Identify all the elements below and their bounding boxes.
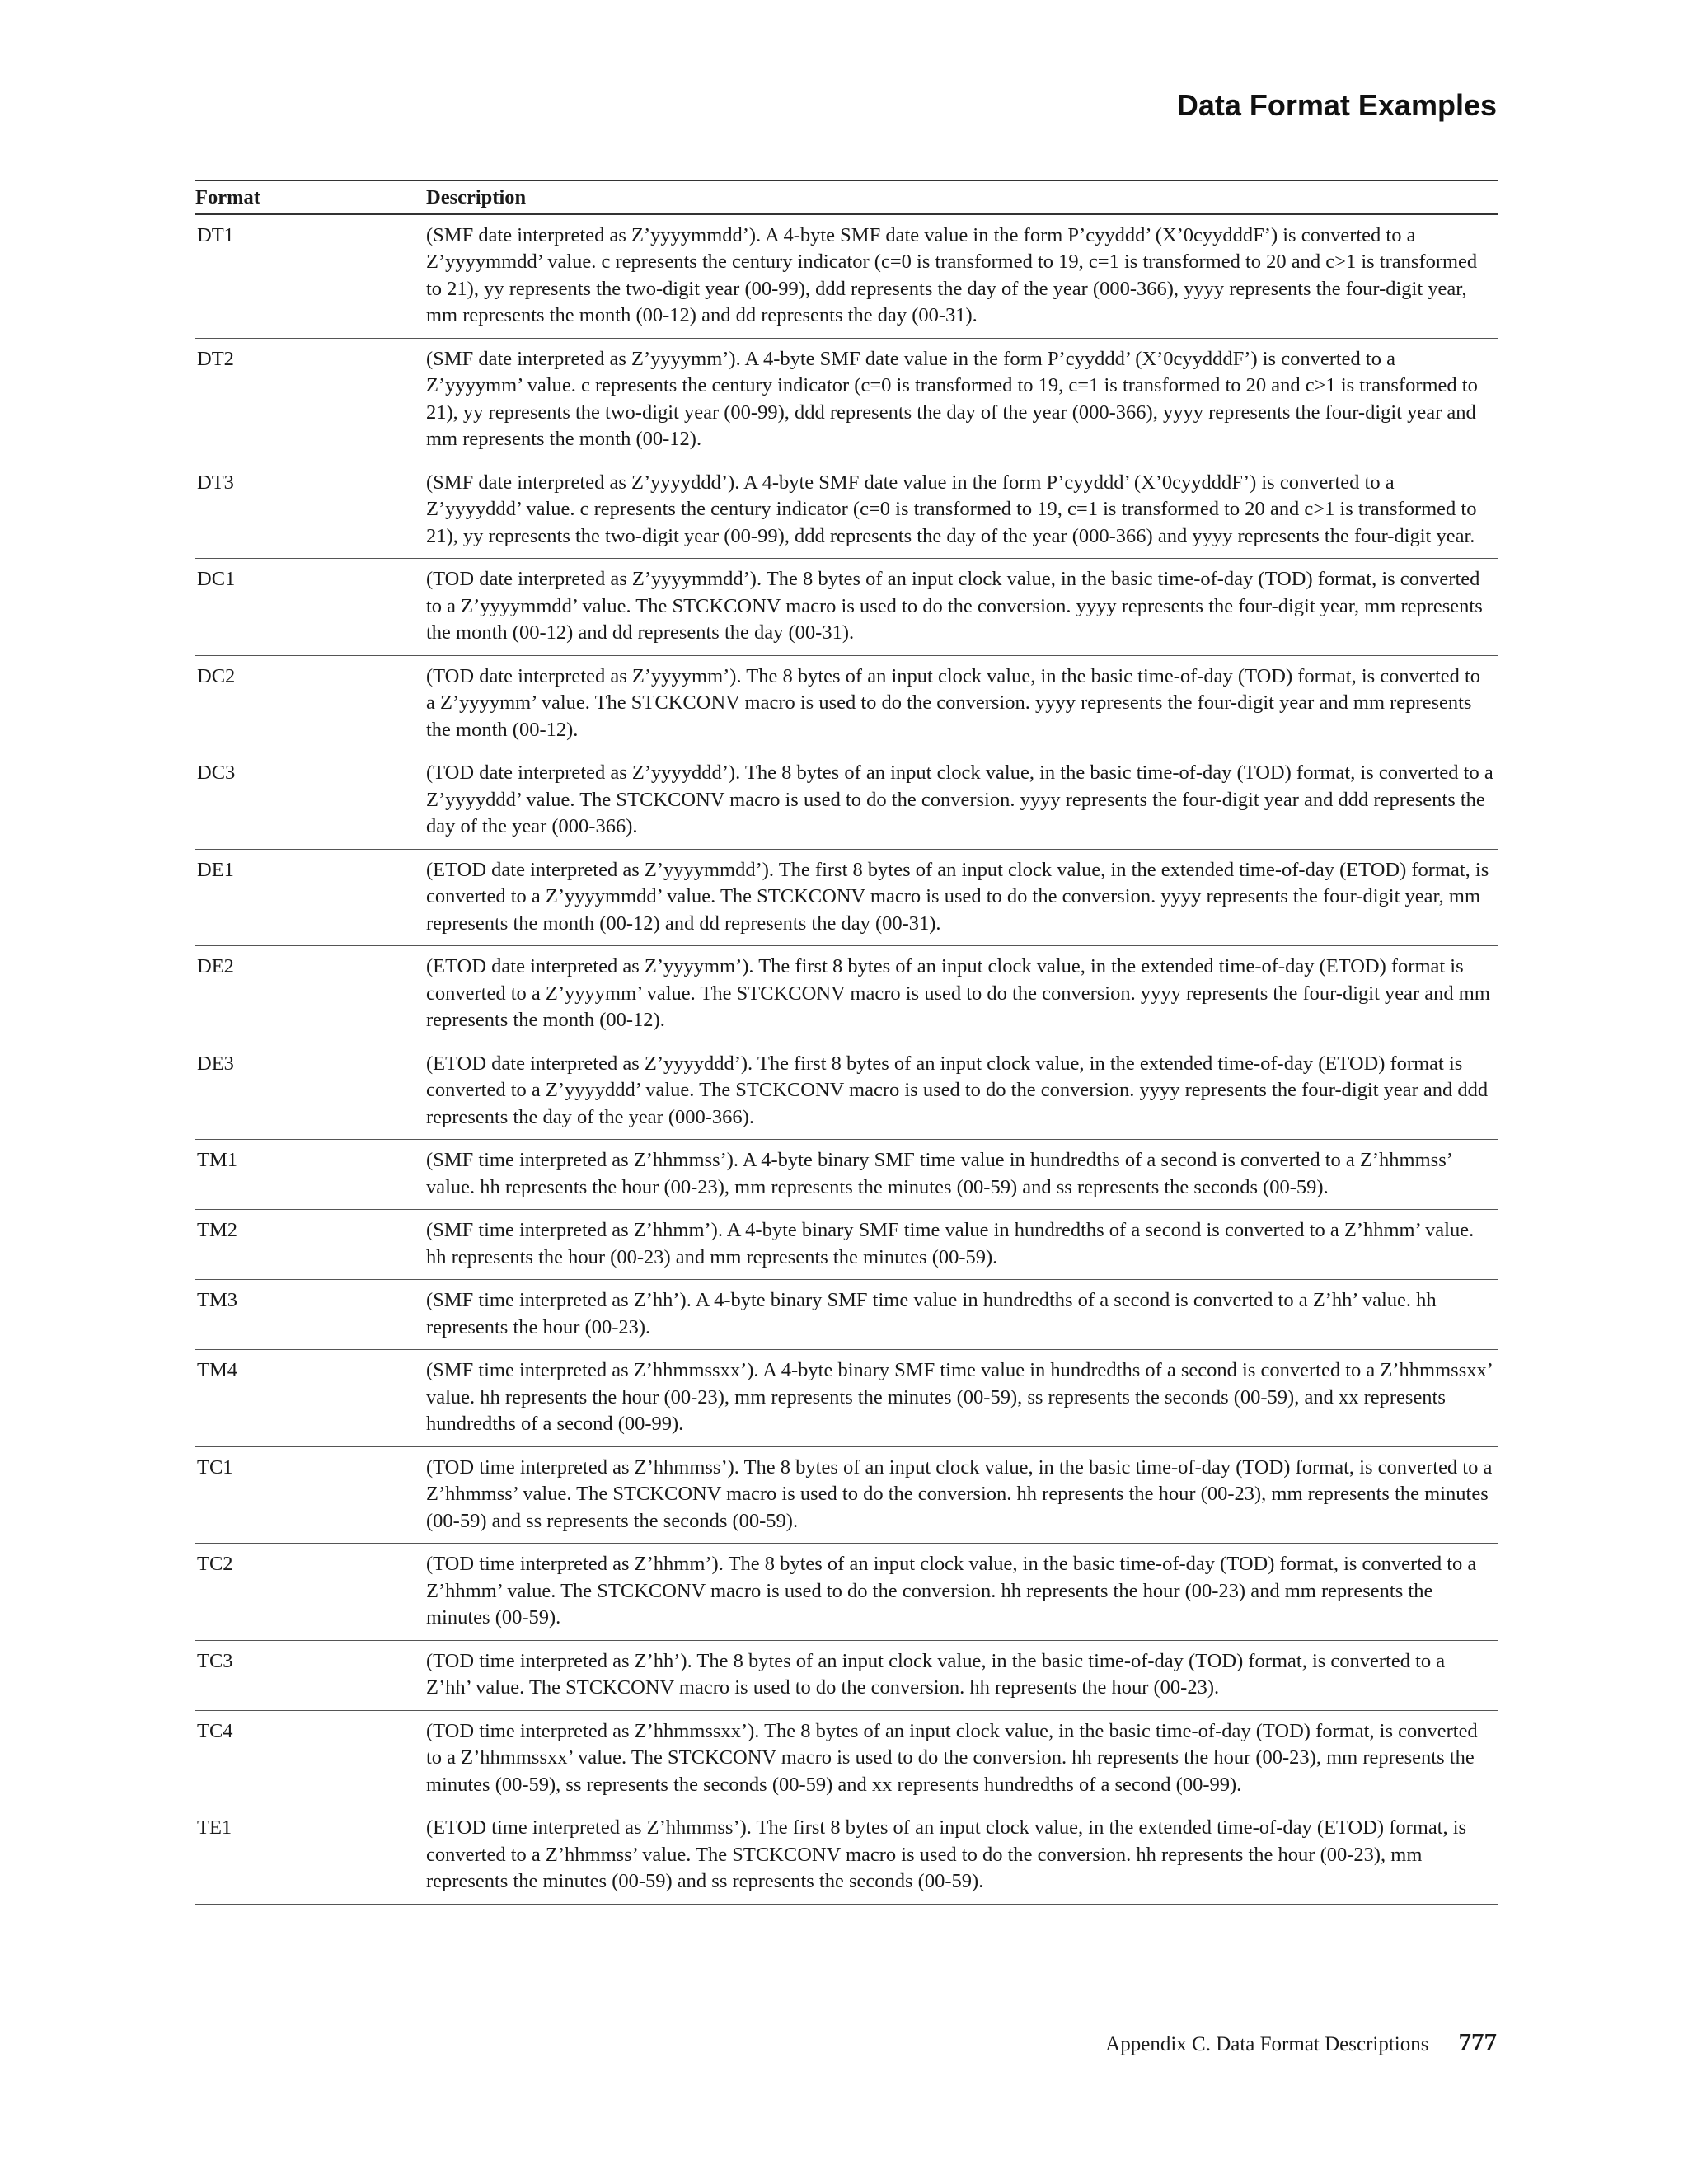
format-description: (ETOD time interpreted as Z’hhmmss’). The first 8 bytes of an input clock value, in the extended time-of-day (ETOD) format, is converted to a Z’hhmmss’ value. The STCKCONV macro is used to do the conversion. hh represents the hour (00-23), mm represents the minutes (00-59) and ss represents the seconds (00-59).	[426, 1807, 1498, 1905]
format-description: (SMF time interpreted as Z’hh’). A 4-byte binary SMF time value in hundredths of a second is converted to a Z’hh’ value. hh represents the hour (00-23).	[426, 1280, 1498, 1350]
format-code: TM1	[195, 1140, 426, 1210]
format-description: (SMF date interpreted as Z’yyyymmdd’). A 4-byte SMF date value in the form P’cyyddd’ (X’0cyydddF’) is converted to a Z’yyyymmdd’ value. c represents the century indicator (c=0 is transformed to 19, c=1 is transformed to 20 and c>1 is transformed to 21), yy represents the two-digit year (00-99), ddd represents the day of the year (000-366), yyyy represents the four-digit year, mm represents the month (00-12) and dd represents the day (00-31).	[426, 214, 1498, 339]
format-description: (SMF date interpreted as Z’yyyyddd’). A 4-byte SMF date value in the form P’cyyddd’ (X’0cyydddF’) is converted to a Z’yyyyddd’ value. c represents the century indicator (c=0 is transformed to 19, c=1 is transformed to 20 and c>1 is transformed to 21), yy represents the two-digit year (00-99), ddd represents the day of the year (000-366) and yyyy represents the four-digit year.	[426, 462, 1498, 559]
format-code: DT1	[195, 214, 426, 339]
column-header-format: Format	[195, 180, 426, 214]
format-code: DE3	[195, 1043, 426, 1140]
format-table	[195, 180, 1498, 1905]
table-row	[195, 559, 1498, 656]
format-description: (SMF date interpreted as Z’yyyymm’). A 4-byte SMF date value in the form P’cyyddd’ (X’0cyydddF’) is converted to a Z’yyyymm’ value. c represents the century indicator (c=0 is transformed to 19, c=1 is transformed to 20 and c>1 is transformed to 21), yy represents the two-digit year (00-99), ddd represents the day of the year (000-366), yyyy represents the four-digit year and mm represents the month (00-12).	[426, 338, 1498, 462]
format-description: (TOD time interpreted as Z’hhmmss’). The 8 bytes of an input clock value, in the basic time-of-day (TOD) format, is converted to a Z’hhmmss’ value. The STCKCONV macro is used to do the conversion. hh represents the hour (00-23), mm represents the minutes (00-59) and ss represents the seconds (00-59).	[426, 1446, 1498, 1544]
format-code: TC2	[195, 1544, 426, 1641]
column-header-description: Description	[426, 180, 1498, 214]
table-row	[195, 338, 1498, 462]
table-header-row	[195, 180, 1498, 214]
table-row	[195, 1280, 1498, 1350]
table-row	[195, 1140, 1498, 1210]
page-number: 777	[1458, 2027, 1497, 2056]
format-description: (TOD time interpreted as Z’hhmm’). The 8 bytes of an input clock value, in the basic time-of-day (TOD) format, is converted to a Z’hhmm’ value. The STCKCONV macro is used to do the conversion. hh represents the hour (00-23) and mm represents the minutes (00-59).	[426, 1544, 1498, 1641]
table-row	[195, 1710, 1498, 1807]
format-description: (SMF time interpreted as Z’hhmmssxx’). A 4-byte binary SMF time value in hundredths of a second is converted to a Z’hhmmssxx’ value. hh represents the hour (00-23), mm represents the minutes (00-59), ss represents the seconds (00-59), and xx represents hundredths of a second (00-99).	[426, 1350, 1498, 1447]
format-description: (ETOD date interpreted as Z’yyyyddd’). The first 8 bytes of an input clock value, in the extended time-of-day (ETOD) format is converted to a Z’yyyyddd’ value. The STCKCONV macro is used to do the conversion. yyyy represents the four-digit year and ddd represents the day of the year (000-366).	[426, 1043, 1498, 1140]
page-title: Data Format Examples	[1176, 88, 1497, 122]
format-code: TC4	[195, 1710, 426, 1807]
table-row	[195, 1210, 1498, 1280]
format-description: (ETOD date interpreted as Z’yyyymmdd’). The first 8 bytes of an input clock value, in the extended time-of-day (ETOD) format, is converted to a Z’yyyymmdd’ value. The STCKCONV macro is used to do the conversion. yyyy represents the four-digit year, mm represents the month (00-12) and dd represents the day (00-31).	[426, 849, 1498, 946]
format-code: TC3	[195, 1640, 426, 1710]
format-description: (SMF time interpreted as Z’hhmm’). A 4-byte binary SMF time value in hundredths of a second is converted to a Z’hhmm’ value. hh represents the hour (00-23) and mm represents the minutes (00-59).	[426, 1210, 1498, 1280]
table-row	[195, 946, 1498, 1043]
table-row	[195, 1544, 1498, 1641]
format-code: DC3	[195, 752, 426, 850]
table-row	[195, 462, 1498, 559]
page-footer	[1105, 2027, 1497, 2060]
format-code: TE1	[195, 1807, 426, 1905]
format-description: (TOD date interpreted as Z’yyyymmdd’). The 8 bytes of an input clock value, in the basic time-of-day (TOD) format, is converted to a Z’yyyymmdd’ value. The STCKCONV macro is used to do the conversion. yyyy represents the four-digit year, mm represents the month (00-12) and dd represents the day (00-31).	[426, 559, 1498, 656]
format-code: DC2	[195, 655, 426, 752]
format-description: (ETOD date interpreted as Z’yyyymm’). The first 8 bytes of an input clock value, in the extended time-of-day (ETOD) format is converted to a Z’yyyymm’ value. The STCKCONV macro is used to do the conversion. yyyy represents the four-digit year and mm represents the month (00-12).	[426, 946, 1498, 1043]
table-row	[195, 1446, 1498, 1544]
format-code: DE2	[195, 946, 426, 1043]
format-code: DC1	[195, 559, 426, 656]
format-description: (TOD time interpreted as Z’hhmmssxx’). The 8 bytes of an input clock value, in the basic time-of-day (TOD) format, is converted to a Z’hhmmssxx’ value. The STCKCONV macro is used to do the conversion. hh represents the hour (00-23), mm represents the minutes (00-59), ss represents the seconds (00-59) and xx represents hundredths of a second (00-99).	[426, 1710, 1498, 1807]
footer-section-title: Appendix C. Data Format Descriptions	[1105, 2033, 1429, 2055]
format-description: (SMF time interpreted as Z’hhmmss’). A 4-byte binary SMF time value in hundredths of a second is converted to a Z’hhmmss’ value. hh represents the hour (00-23), mm represents the minutes (00-59) and ss represents the seconds (00-59).	[426, 1140, 1498, 1210]
format-code: DE1	[195, 849, 426, 946]
format-description: (TOD date interpreted as Z’yyyymm’). The 8 bytes of an input clock value, in the basic time-of-day (TOD) format, is converted to a Z’yyyymm’ value. The STCKCONV macro is used to do the conversion. yyyy represents the four-digit year and mm represents the month (00-12).	[426, 655, 1498, 752]
table-row	[195, 1640, 1498, 1710]
table-row	[195, 214, 1498, 339]
format-code: TM4	[195, 1350, 426, 1447]
table-row	[195, 1807, 1498, 1905]
format-description: (TOD date interpreted as Z’yyyyddd’). The 8 bytes of an input clock value, in the basic time-of-day (TOD) format, is converted to a Z’yyyyddd’ value. The STCKCONV macro is used to do the conversion. yyyy represents the four-digit year and ddd represents the day of the year (000-366).	[426, 752, 1498, 850]
table-row	[195, 1043, 1498, 1140]
format-description: (TOD time interpreted as Z’hh’). The 8 bytes of an input clock value, in the basic time-of-day (TOD) format, is converted to a Z’hh’ value. The STCKCONV macro is used to do the conversion. hh represents the hour (00-23).	[426, 1640, 1498, 1710]
table-row	[195, 849, 1498, 946]
format-code: TC1	[195, 1446, 426, 1544]
format-code: DT3	[195, 462, 426, 559]
table-row	[195, 655, 1498, 752]
format-code: DT2	[195, 338, 426, 462]
format-code: TM3	[195, 1280, 426, 1350]
format-code: TM2	[195, 1210, 426, 1280]
table-row	[195, 1350, 1498, 1447]
table-row	[195, 752, 1498, 850]
